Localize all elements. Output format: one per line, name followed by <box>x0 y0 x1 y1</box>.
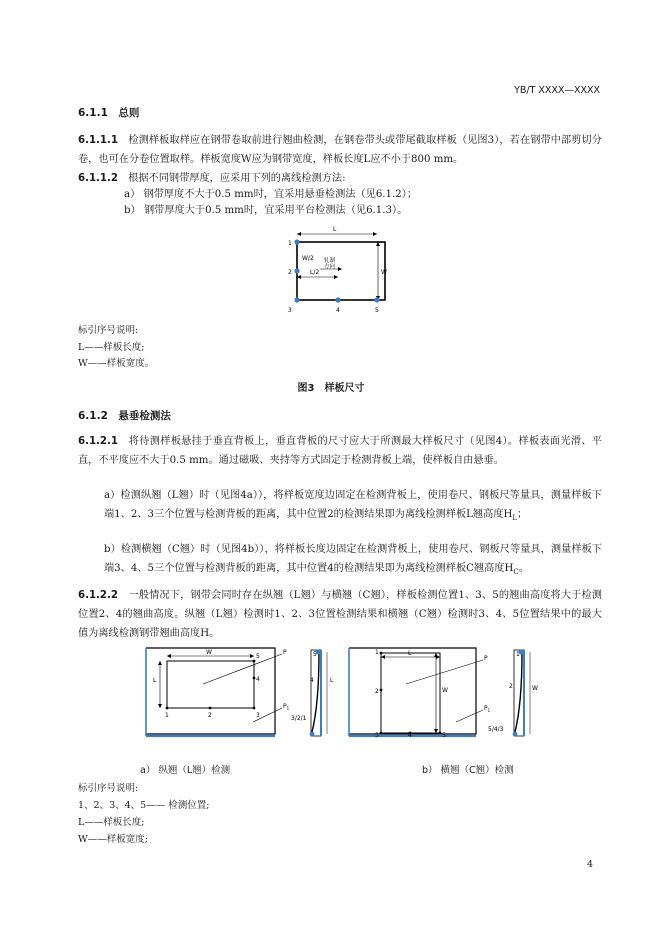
item-text: a）检测纵翘（L翘）时（见图4a）），将样板宽度边固定在检测背板上，使用卷尺、钢板尺等量具，测量样板下端1、2、3三个位置与检测背板的距离，其中位置2的检测结果即为离线检测样板L翘高度H <box>104 490 602 520</box>
point-label-1: 1 <box>375 649 379 656</box>
point-label-2: 2 <box>288 269 292 276</box>
fig4-legend-L: L——样板长度; <box>78 817 145 828</box>
section-title: 悬垂检测法 <box>118 410 171 422</box>
section-number: 6.1.1 <box>78 107 108 119</box>
section-title: 总则 <box>118 107 140 119</box>
point-label-5: 5 <box>375 307 379 314</box>
section-heading-612 <box>78 408 171 423</box>
clause-number: 6.1.2.2 <box>78 590 118 601</box>
fig3-legend-title: 标引序号说明: <box>78 325 139 336</box>
clause-text: 根据不同钢带厚度，应采用下列的离线检测方法: <box>128 173 346 184</box>
figure-4b-caption: b） 横翘（C翘）检测 <box>422 765 514 776</box>
sample-plate <box>381 653 440 733</box>
figure-4a-caption: a） 纵翘（L翘）检测 <box>140 765 231 776</box>
list-item-b: b） 钢带厚度大于0.5 mm时，宜采用平台检测法（见6.1.3）。 <box>124 205 408 216</box>
point-label-5: 5 <box>256 653 260 660</box>
subscript: C <box>513 568 519 577</box>
point-label-1: 1 <box>165 712 169 719</box>
list-item-a-6121 <box>104 486 602 528</box>
point-label-1: 1 <box>288 240 292 247</box>
side-point-5: 5 <box>313 651 317 658</box>
side-label-W: W <box>532 685 538 692</box>
side-label-321: 3/2/1 <box>291 715 307 722</box>
figure-4a-diagram <box>143 644 333 744</box>
label-L: L <box>153 677 157 684</box>
label-P: P <box>484 655 488 662</box>
side-point-1: 1 <box>516 651 520 658</box>
label-L2: L/2 <box>310 269 320 276</box>
rolling-direction-2: 方向 <box>324 264 336 270</box>
fig3-legend-W: W——样板宽度。 <box>78 358 155 369</box>
sample-plate <box>167 661 254 708</box>
fig3-legend-L: L——样板长度; <box>78 342 145 353</box>
clause-number: 6.1.1.2 <box>78 173 118 184</box>
section-number: 6.1.2 <box>78 410 108 422</box>
section-heading-611 <box>78 105 139 120</box>
figure-3-caption: 图3 样板尺寸 <box>297 383 365 394</box>
rolling-direction-1: 轧制 <box>324 258 336 264</box>
punct: ； <box>516 509 528 520</box>
point-marker <box>335 297 340 302</box>
clause-text: 检测样板取样应在钢带卷取前进行翘曲检测，在钢卷带头或带尾截取样板（见图3），若在钢带中部剪切分卷，也可在分卷位置取样。样板宽度W应为钢带宽度，样板长度L应不小于800 mm。 <box>78 135 602 165</box>
point-marker <box>294 239 299 244</box>
label-P1: $P_1$ <box>484 705 491 713</box>
fig4-legend-positions: 1、2、3、4、5—— 检测位置; <box>78 800 210 811</box>
clause-text: 将待测样板悬挂于垂直背板上，垂直背板的尺寸应大于所测最大样板尺寸（见图4）。样板表面光滑、平直，不平度应不大于0.5 mm。通过磁吸、夹持等方式固定于检测背板上端，使样板自由悬垂。 <box>78 436 602 466</box>
point-label-5: 5 <box>442 732 446 739</box>
label-P1: $P_1$ <box>283 703 290 711</box>
list-item-a: a） 钢带厚度不大于0.5 mm时，宜采用悬垂检测法（见6.1.2）； <box>124 189 418 200</box>
clause-number: 6.1.1.1 <box>78 135 118 146</box>
point-label-4: 4 <box>336 307 340 314</box>
figure-4b-diagram <box>346 644 536 744</box>
doc-code: YB/T XXXX—XXXX <box>514 85 600 96</box>
point-label-4: 4 <box>256 676 260 683</box>
paragraph-6111 <box>78 131 602 169</box>
side-point-2: 2 <box>509 683 513 690</box>
label-W: W <box>442 687 448 694</box>
figure-3-diagram <box>280 220 390 316</box>
point-marker <box>374 297 379 302</box>
fig4-legend-title: 标引序号说明: <box>78 783 139 794</box>
subscript: L <box>512 514 517 523</box>
page-number: 4 <box>586 859 593 870</box>
point-label-4: 4 <box>408 732 412 739</box>
point-label-3: 3 <box>375 732 379 739</box>
point-marker <box>294 297 299 302</box>
side-label-L: L <box>330 677 334 684</box>
point-label-2: 2 <box>375 688 379 695</box>
label-W2: W/2 <box>302 255 314 262</box>
label-L: L <box>408 650 412 657</box>
point-label-3: 3 <box>256 712 260 719</box>
label-P: P <box>283 649 287 656</box>
item-text: b）检测横翘（C翘）时（见图4b）），将样板长度边固定在检测背板上，使用卷尺、钢板尺等量具，测量样板下端3、4、5三个位置与检测背板的距离，其中位置4的检测结果即为离线检测样板C翘高度H <box>104 544 602 574</box>
paragraph-6121 <box>78 432 602 470</box>
point-label-3: 3 <box>288 307 292 314</box>
clause-text: 一般情况下，钢带会同时存在纵翘（L翘）与横翘（C翘），样板检测位置1、3、5的翘曲高度将大于检测位置2、4的翘曲高度。纵翘（L翘）检测时1、2、3位置检测结果和横翘（C翘）检测时3、4、5位置结果中的最大值为离线检测钢带翘曲高度H。 <box>78 590 602 639</box>
list-item-b-6121 <box>104 540 602 582</box>
label-W: W <box>206 649 212 656</box>
label-W: W <box>381 269 387 276</box>
fig4-legend-W: W——样板宽度; <box>78 834 148 845</box>
point-label-2: 2 <box>208 712 212 719</box>
clause-number: 6.1.2.1 <box>78 436 118 447</box>
paragraph-6122 <box>78 586 602 643</box>
point-marker <box>294 268 299 273</box>
label-L: L <box>333 226 337 233</box>
side-point-4: 4 <box>310 677 314 684</box>
side-label-543: 5/4/3 <box>488 726 504 733</box>
punct: 。 <box>518 563 529 574</box>
